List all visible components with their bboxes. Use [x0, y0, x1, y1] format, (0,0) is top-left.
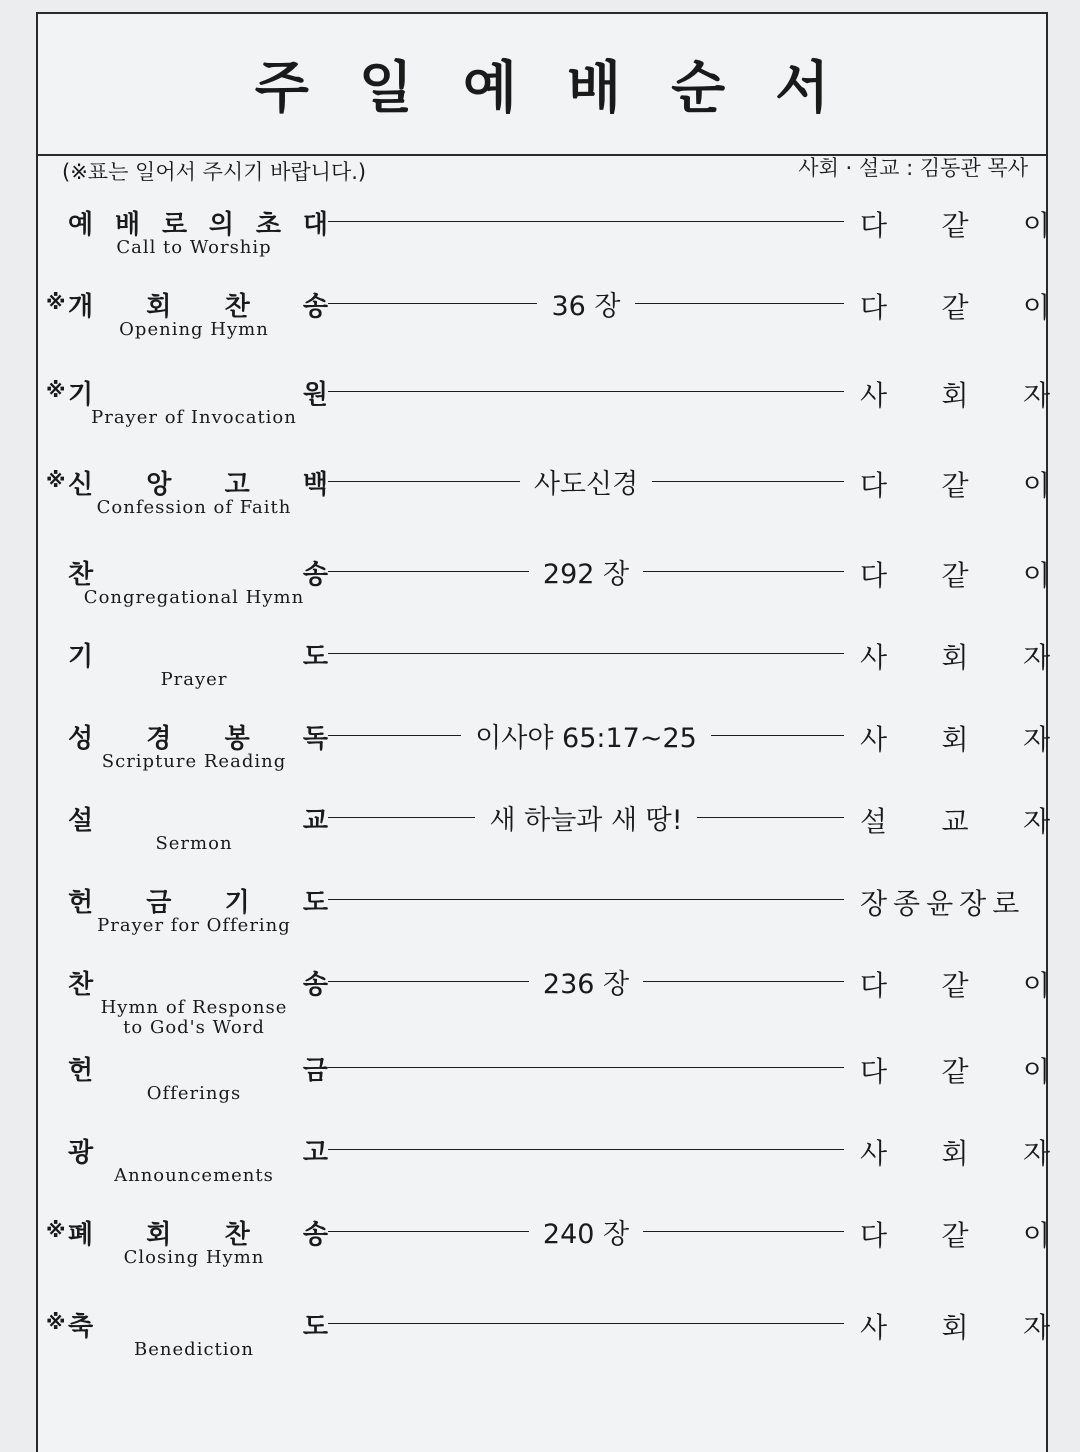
leader-character: 다 [860, 969, 888, 1002]
rule-left [328, 653, 844, 654]
title-character: 앙 [146, 470, 172, 500]
item-detail: 새 하늘과 새 땅! [489, 804, 683, 836]
title-character: 봉 [224, 724, 250, 754]
worship-item [38, 1306, 1050, 1386]
standing-mark: ※ [46, 290, 66, 314]
leader-character: 같 [941, 1055, 969, 1088]
item-title-english: Benediction [134, 1339, 254, 1360]
title-character: 송 [302, 560, 328, 590]
leader-line [328, 638, 844, 668]
item-title-english: Sermon [155, 833, 233, 854]
item-title-korean [46, 1306, 328, 1343]
item-leader [860, 964, 1050, 1004]
item-title-korean [68, 1050, 328, 1087]
leader-character: 같 [941, 559, 969, 592]
leader-character: 다 [860, 559, 888, 592]
leader-character: 이 [1022, 969, 1050, 1002]
rule-right [635, 303, 844, 304]
title-character: 금 [302, 1056, 328, 1086]
item-title-english: Congregational Hymn [83, 587, 305, 608]
worship-item [38, 374, 1050, 454]
leader-character: 회 [941, 379, 969, 412]
leader-character: 같 [941, 1219, 969, 1252]
leader-character: 같 [941, 291, 969, 324]
title-character: 기 [224, 888, 250, 918]
item-title-korean [68, 554, 328, 591]
leader-line [328, 1216, 844, 1250]
leader-character: 회 [941, 641, 969, 674]
title-character: 기 [68, 380, 94, 410]
item-title-english: Closing Hymn [123, 1247, 265, 1268]
title-character: 송 [302, 970, 328, 1000]
item-detail: 292 장 [542, 558, 630, 590]
title-character: 설 [68, 806, 94, 836]
item-title-english: Confession of Faith [96, 497, 292, 518]
standing-mark: ※ [46, 1218, 66, 1242]
leader-character: 자 [1022, 1137, 1050, 1170]
leader-character: 이 [1022, 291, 1050, 324]
leader-line [328, 966, 844, 1000]
leader-character: 교 [941, 805, 969, 838]
leader-character: 사 [860, 723, 888, 756]
item-title-korean [68, 964, 328, 1001]
title-character: 고 [302, 1138, 328, 1168]
item-title-english: Announcements [114, 1165, 274, 1186]
rule-left [328, 221, 844, 222]
worship-item [38, 964, 1050, 1044]
standing-mark: ※ [46, 468, 66, 492]
rule-right [697, 817, 844, 818]
worship-item [38, 554, 1050, 634]
leader-character: 사 [860, 641, 888, 674]
worship-item [38, 464, 1050, 544]
item-title-english: Call to Worship [116, 237, 272, 258]
item-title-korean [68, 882, 328, 919]
item-leader [860, 374, 1050, 414]
leader-character: 사 [860, 1311, 888, 1344]
title-character: 금 [146, 888, 172, 918]
rule-left [328, 481, 520, 482]
leader-character: 같 [941, 469, 969, 502]
leader-line [328, 1308, 844, 1338]
title-character: 성 [68, 724, 94, 754]
item-leader [860, 800, 1050, 840]
item-title-english: Offerings [146, 1083, 242, 1104]
leader-line [328, 802, 844, 836]
leader-character: 이 [1022, 1055, 1050, 1088]
worship-item [38, 1214, 1050, 1294]
leader-character: 설 [860, 805, 888, 838]
title-character: 폐 [68, 1220, 94, 1250]
rule-right [711, 735, 844, 736]
title-character: 도 [302, 888, 328, 918]
item-title-korean [68, 800, 328, 837]
item-leader [860, 1214, 1050, 1254]
worship-item [38, 636, 1050, 716]
worship-item [38, 1050, 1050, 1130]
leader-line [328, 1052, 844, 1082]
title-character: 기 [68, 642, 94, 672]
leader-character: 자 [1022, 641, 1050, 674]
title-character: 찬 [68, 970, 94, 1000]
item-title-english: Scripture Reading [101, 751, 287, 772]
leader-character: 다 [860, 1219, 888, 1252]
item-detail: 36 장 [551, 290, 621, 322]
leader-character: 같 [941, 969, 969, 1002]
title-box [38, 14, 1046, 156]
worship-item [38, 286, 1050, 366]
item-title-english: Hymn of Response [100, 997, 288, 1018]
leader-line [328, 288, 844, 322]
rule-left [328, 1067, 844, 1068]
title-character: 신 [68, 470, 94, 500]
leader-character: 자 [1022, 1311, 1050, 1344]
item-detail: 이사야 65:17~25 [475, 722, 697, 754]
rule-left [328, 1231, 529, 1232]
item-title-english: Prayer for Offering [97, 915, 291, 936]
leader-character: 다 [860, 469, 888, 502]
item-title-english: Opening Hymn [119, 319, 269, 340]
leader-character: 같 [941, 209, 969, 242]
item-title-korean [68, 204, 328, 241]
leader-character: 사 [860, 379, 888, 412]
item-title-english: Prayer [160, 669, 228, 690]
title-character: 찬 [68, 560, 94, 590]
item-leader [860, 464, 1050, 504]
title-character: 도 [302, 642, 328, 672]
item-leader [860, 1132, 1050, 1172]
rule-right [652, 481, 844, 482]
leader-character: 다 [860, 1055, 888, 1088]
standing-mark: ※ [46, 378, 66, 402]
title-character: 회 [146, 292, 172, 322]
item-title-korean [68, 636, 328, 673]
title-character: 헌 [68, 888, 94, 918]
standing-note: (※표는 일어서 주시기 바랍니다.) [62, 160, 367, 184]
leader-character: 사 [860, 1137, 888, 1170]
leader-character: 이 [1022, 209, 1050, 242]
leader-line [328, 376, 844, 406]
item-title-korean [46, 286, 328, 323]
leader-character: 회 [941, 723, 969, 756]
page-title: 주일예배순서 [254, 56, 880, 121]
leader-character: 장종윤장로 [860, 887, 1026, 920]
worship-item [38, 800, 1050, 880]
item-title-korean [46, 1214, 328, 1251]
title-character: 로 [161, 210, 188, 240]
rule-left [328, 1323, 844, 1324]
title-character: 교 [302, 806, 328, 836]
rule-left [328, 817, 475, 818]
rule-left [328, 391, 844, 392]
item-leader [860, 204, 1050, 244]
title-character: 헌 [68, 1056, 94, 1086]
leader-character: 다 [860, 209, 888, 242]
title-character: 초 [255, 210, 281, 240]
item-detail: 236 장 [542, 968, 630, 1000]
rule-right [643, 571, 844, 572]
rule-left [328, 303, 537, 304]
item-leader [860, 1050, 1050, 1090]
item-leader [860, 286, 1050, 326]
leader-character: 자 [1022, 805, 1050, 838]
rule-right [643, 1231, 844, 1232]
title-character: 도 [302, 1312, 328, 1342]
title-character: 경 [146, 724, 172, 754]
rule-right [643, 981, 844, 982]
item-detail: 240 장 [542, 1218, 630, 1250]
leader-character: 이 [1022, 559, 1050, 592]
leader-line [328, 466, 844, 500]
leader-character: 이 [1022, 1219, 1050, 1252]
leader-line [328, 1134, 844, 1164]
title-character: 독 [302, 724, 328, 754]
item-title-korean [68, 1132, 328, 1169]
item-leader [860, 1306, 1050, 1346]
title-character: 송 [302, 1220, 328, 1250]
rule-left [328, 1149, 844, 1150]
item-title-korean [46, 464, 328, 501]
item-title-korean [46, 374, 328, 411]
title-character: 광 [68, 1138, 94, 1168]
rule-left [328, 571, 529, 572]
title-character: 대 [302, 210, 328, 240]
worship-item [38, 1132, 1050, 1212]
rule-left [328, 735, 461, 736]
item-title-english: Prayer of Invocation [91, 407, 297, 428]
worship-item [38, 204, 1050, 284]
worship-item [38, 718, 1050, 798]
leader-character: 자 [1022, 379, 1050, 412]
bulletin-sheet [36, 12, 1048, 1452]
item-leader [860, 554, 1050, 594]
item-detail: 사도신경 [533, 468, 639, 500]
title-character: 예 [68, 210, 94, 240]
leader-character: 이 [1022, 469, 1050, 502]
item-title-korean [68, 718, 328, 755]
rule-left [328, 981, 529, 982]
leader-line [328, 884, 844, 914]
title-character: 백 [302, 470, 328, 500]
rule-left [328, 899, 844, 900]
officiant-info: 사회 · 설교 : 김동관 목사 [798, 156, 1028, 180]
title-character: 고 [224, 470, 250, 500]
item-leader [860, 882, 1050, 922]
title-character: 회 [146, 1220, 172, 1250]
title-character: 축 [68, 1312, 94, 1342]
leader-line [328, 556, 844, 590]
leader-line [328, 720, 844, 754]
title-character: 개 [68, 292, 94, 322]
title-character: 원 [302, 380, 328, 410]
title-character: 찬 [224, 292, 250, 322]
leader-character: 다 [860, 291, 888, 324]
leader-character: 회 [941, 1137, 969, 1170]
item-leader [860, 718, 1050, 758]
title-character: 의 [208, 210, 235, 240]
title-character: 송 [302, 292, 328, 322]
leader-character: 자 [1022, 723, 1050, 756]
title-character: 찬 [224, 1220, 250, 1250]
item-title-english: to God's Word [123, 1017, 265, 1038]
leader-line [328, 206, 844, 236]
standing-mark: ※ [46, 1310, 66, 1334]
worship-item [38, 882, 1046, 962]
title-character: 배 [114, 210, 141, 240]
leader-character: 회 [941, 1311, 969, 1344]
item-leader [860, 636, 1050, 676]
